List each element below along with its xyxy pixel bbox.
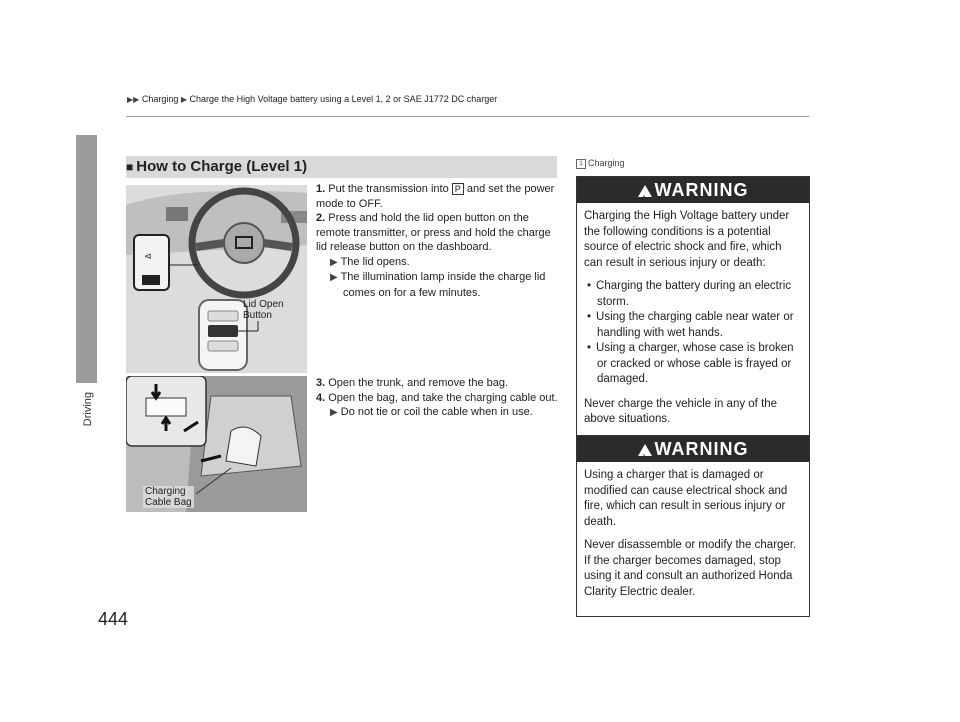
warning-bullet: • Using a charger, whose case is broken or cracked or whose cable is frayed or damaged.	[584, 341, 802, 388]
park-key-icon: P	[452, 183, 464, 195]
breadcrumb-item-charging[interactable]: Charging	[141, 94, 179, 104]
steering-wheel-illustration	[126, 185, 307, 373]
step-1: 1. Put the transmission into P and set the power mode to OFF.	[316, 183, 555, 210]
step-2-sub-1: ▶ The lid opens.	[330, 255, 410, 268]
callout-lid-line1: Lid Open	[243, 299, 284, 310]
step-2-sub-2: ▶ The illumination lamp inside the charge lid comes on for a few minutes.	[330, 271, 546, 299]
warning-body	[577, 462, 809, 616]
warning-box-1	[576, 176, 810, 445]
warning-bullet: • Charging the battery during an electric storm.	[584, 279, 802, 310]
page-number: 444	[98, 609, 129, 629]
breadcrumb-arrow-icon: ▶	[180, 95, 188, 104]
note-reference-icon: 1	[576, 159, 586, 169]
notes-title: 1 Charging	[576, 158, 625, 169]
section-title: How to Charge (Level 1)	[136, 158, 308, 175]
section-square-icon: ■	[126, 160, 134, 174]
callout-bag-line1: Charging	[145, 486, 186, 497]
result-arrow-icon: ▶	[330, 272, 338, 283]
header-divider	[126, 116, 809, 117]
charging-cable-bag-callout	[143, 486, 194, 508]
svg-text:⊲: ⊲	[144, 251, 152, 261]
warning-bullet: • Using the charging cable near water or handling with wet hands.	[584, 310, 802, 341]
step-4-sub-1: ▶ Do not tie or coil the cable when in use.	[330, 406, 533, 418]
warning-paragraph-2: Never disassemble or modify the charger. If the charger becomes damaged, stop using it and consult an authorized Honda Clarity Electric dealer.	[584, 539, 797, 598]
warning-triangle-icon	[638, 444, 652, 456]
step-3: 3. Open the trunk, and remove the bag.	[316, 377, 509, 389]
warning-header: !WARNING	[577, 436, 809, 462]
warning-intro: Charging the High Voltage battery under the following conditions is a potential source of electric shock and fire, which can result in serious injury or death:	[584, 210, 790, 269]
step-2: 2. Press and hold the lid open button on the remote transmitter, or press and hold the charge lid release button on the dashboard.	[316, 212, 551, 253]
warning-triangle-icon	[638, 185, 652, 197]
chapter-label: Driving	[82, 392, 94, 427]
breadcrumb	[127, 94, 497, 104]
result-arrow-icon: ▶	[330, 256, 338, 268]
warning-body	[577, 203, 809, 444]
warning-header: !WARNING	[577, 177, 809, 203]
warning-bullet-list	[584, 279, 802, 388]
steps-1-2	[316, 182, 561, 300]
callout-lid-line2: Button	[243, 310, 272, 321]
warning-paragraph-1: Using a charger that is damaged or modified can cause electrical shock and fire, which can result in serious injury or death.	[584, 469, 788, 528]
result-arrow-icon: ▶	[330, 407, 338, 418]
callout-bag-line2: Cable Bag	[145, 497, 192, 508]
section-heading	[126, 156, 557, 178]
chapter-tab	[76, 135, 97, 383]
steps-3-4	[316, 376, 561, 421]
breadcrumb-item-current[interactable]: Charge the High Voltage battery using a Level 1, 2 or SAE J1772 DC charger	[189, 94, 498, 104]
breadcrumb-arrow-icon: ▶▶	[127, 95, 140, 104]
step-4: 4. Open the bag, and take the charging cable out.	[316, 391, 558, 404]
dashboard-illustration	[126, 185, 307, 373]
warning-box-2	[576, 435, 810, 617]
lid-open-button-callout	[243, 299, 284, 321]
warning-outro: Never charge the vehicle in any of the above situations.	[584, 397, 778, 425]
